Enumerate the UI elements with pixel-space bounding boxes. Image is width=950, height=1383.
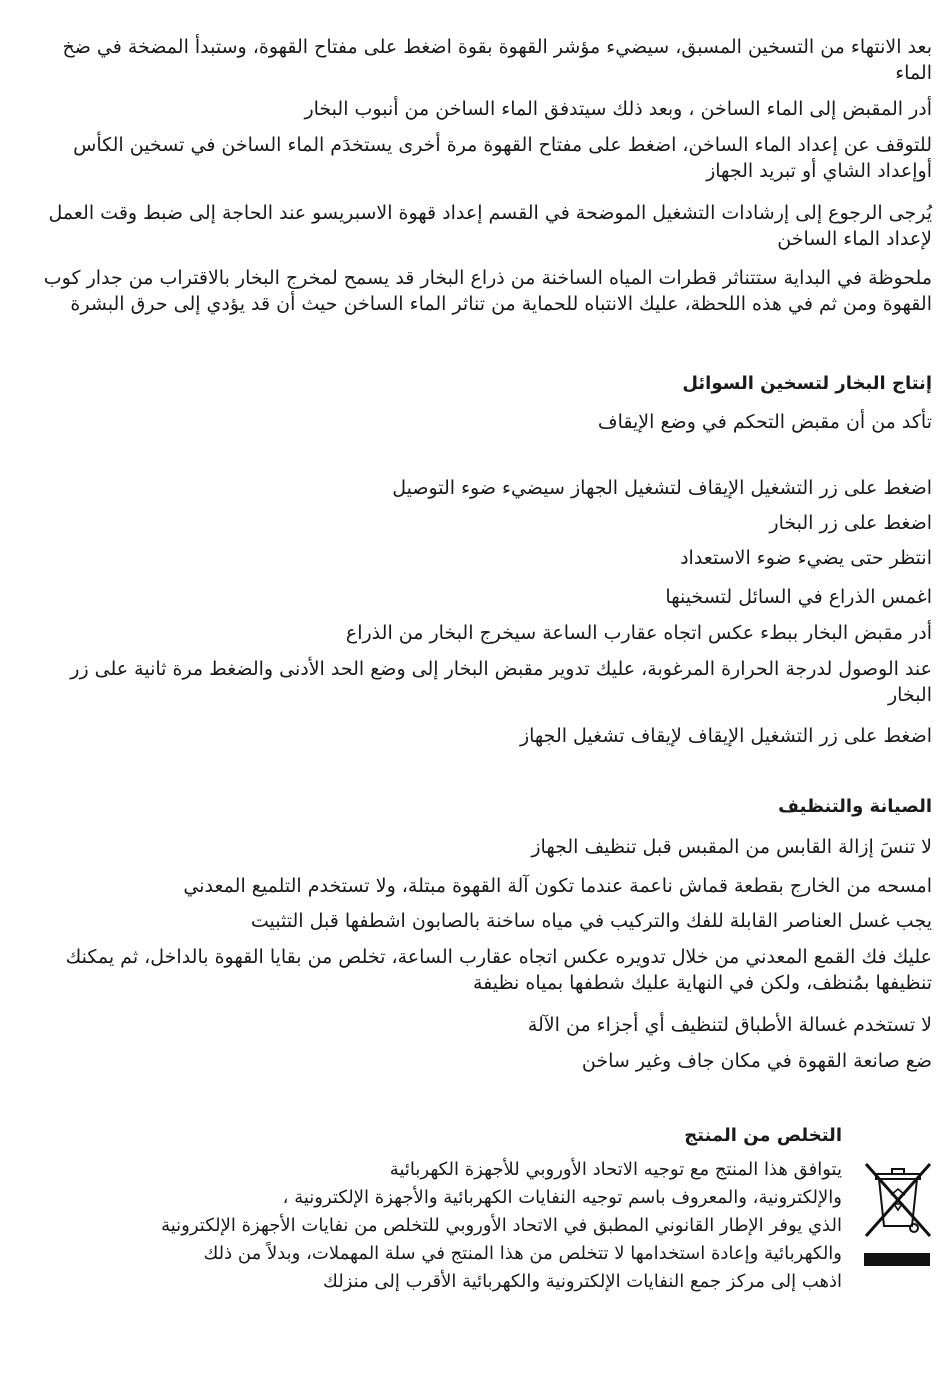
disposal-line-3: الذي يوفر الإطار القانوني المطبق في الاتحاد الأوروبي للتخلص من نفايات الأجهزة الإلكترونية — [161, 1215, 842, 1236]
maintenance-item-5: لا تستخدم غسالة الأطباق لتنظيف أي أجزاء من الآلة — [527, 1014, 932, 1036]
steam-step-8: اضغط على زر التشغيل الإيقاف لإيقاف تشغيل الجهاز — [519, 725, 932, 747]
maintenance-item-3: يجب غسل العناصر القابلة للفك والتركيب في مياه ساخنة بالصابون اشطفها قبل التثبيت — [250, 910, 932, 932]
intro-paragraph-2: أدر المقبض إلى الماء الساخن ، وبعد ذلك سيتدفق الماء الساخن من أنبوب البخار — [304, 98, 932, 120]
maintenance-item-2: امسحه من الخارج بقطعة قماش ناعمة عندما تكون آلة القهوة مبتلة، ولا تستخدم التلميع المعدني — [183, 875, 932, 897]
steam-step-2: اضغط على زر التشغيل الإيقاف لتشغيل الجهاز سيضيء ضوء التوصيل — [392, 477, 932, 499]
maintenance-item-6: ضع صانعة القهوة في مكان جاف وغير ساخن — [581, 1050, 932, 1072]
intro-note: ملحوظة في البداية ستتناثر قطرات المياه الساخنة من ذراع البخار قد يسمح لمخرج البخار بالاقتراب من جدار كوب القهوة ومن ثم في هذه اللحظة، عليك الانتباه للحماية من تناثر الماء الساخن حيث أن قد يؤدي إلى حرق البشرة — [43, 267, 932, 315]
steam-step-6: أدر مقبض البخار ببطء عكس اتجاه عقارب الساعة سيخرج البخار من الذراع — [345, 622, 932, 644]
intro-paragraph-3: للتوقف عن إعداد الماء الساخن، اضغط على مفتاح القهوة مرة أخرى يستخدَم الماء الساخن في تسخين الكأس أوإعداد الشاي أو تبريد الجهاز — [73, 134, 932, 182]
disposal-line-4: والكهربائية وإعادة استخدامها لا تتخلص من هذا المنتج في سلة المهملات، وبدلاً من ذلك — [203, 1243, 842, 1264]
steam-step-5: اغمس الذراع في السائل لتسخينها — [665, 586, 932, 608]
disposal-line-5: اذهب إلى مركز جمع النفايات الإلكترونية والكهربائية الأقرب إلى منزلك — [323, 1271, 842, 1292]
weee-bar — [864, 1253, 930, 1266]
steam-heading: إنتاج البخار لتسخين السوائل — [682, 373, 932, 394]
crossed-out-wheelie-bin-icon — [858, 1160, 938, 1240]
steam-step-1: تأكد من أن مقبض التحكم في وضع الإيقاف — [597, 411, 932, 433]
intro-paragraph-1: بعد الانتهاء من التسخين المسبق، سيضيء مؤشر القهوة بقوة اضغط على مفتاح القهوة، وستبدأ المضخة في ضخ الماء — [62, 36, 932, 84]
maintenance-item-1: لا تنسَ إزالة القابس من المقبس قبل تنظيف الجهاز — [531, 836, 932, 858]
maintenance-item-4: عليك فك القمع المعدني من خلال تدويره عكس اتجاه عقارب الساعة، تخلص من بقايا القهوة بالداخل، ثم يمكنك تنظيفها بمُنظف، ولكن في النهاية عليك شطفها بمياه نظيفة — [65, 946, 932, 994]
disposal-line-2: والإلكترونية، والمعروف باسم توجيه النفايات الكهربائية والأجهزة الإلكترونية ، — [282, 1187, 842, 1208]
steam-step-4: انتظر حتى يضيء ضوء الاستعداد — [680, 547, 932, 569]
steam-step-7: عند الوصول لدرجة الحرارة المرغوبة، عليك تدوير مقبض البخار إلى وضع الحد الأدنى والضغط مرة ثانية على زر البخار — [70, 658, 932, 706]
maintenance-heading: الصيانة والتنظيف — [778, 796, 932, 817]
disposal-heading: التخلص من المنتج — [684, 1125, 842, 1146]
steam-step-3: اضغط على زر البخار — [769, 512, 932, 534]
disposal-line-1: يتوافق هذا المنتج مع توجيه الاتحاد الأوروبي للأجهزة الكهربائية — [389, 1159, 842, 1180]
intro-paragraph-4: يُرجى الرجوع إلى إرشادات التشغيل الموضحة في القسم إعداد قهوة الاسبريسو عند الحاجة إلى ضبط وقت العمل لإعداد الماء الساخن — [48, 202, 932, 250]
